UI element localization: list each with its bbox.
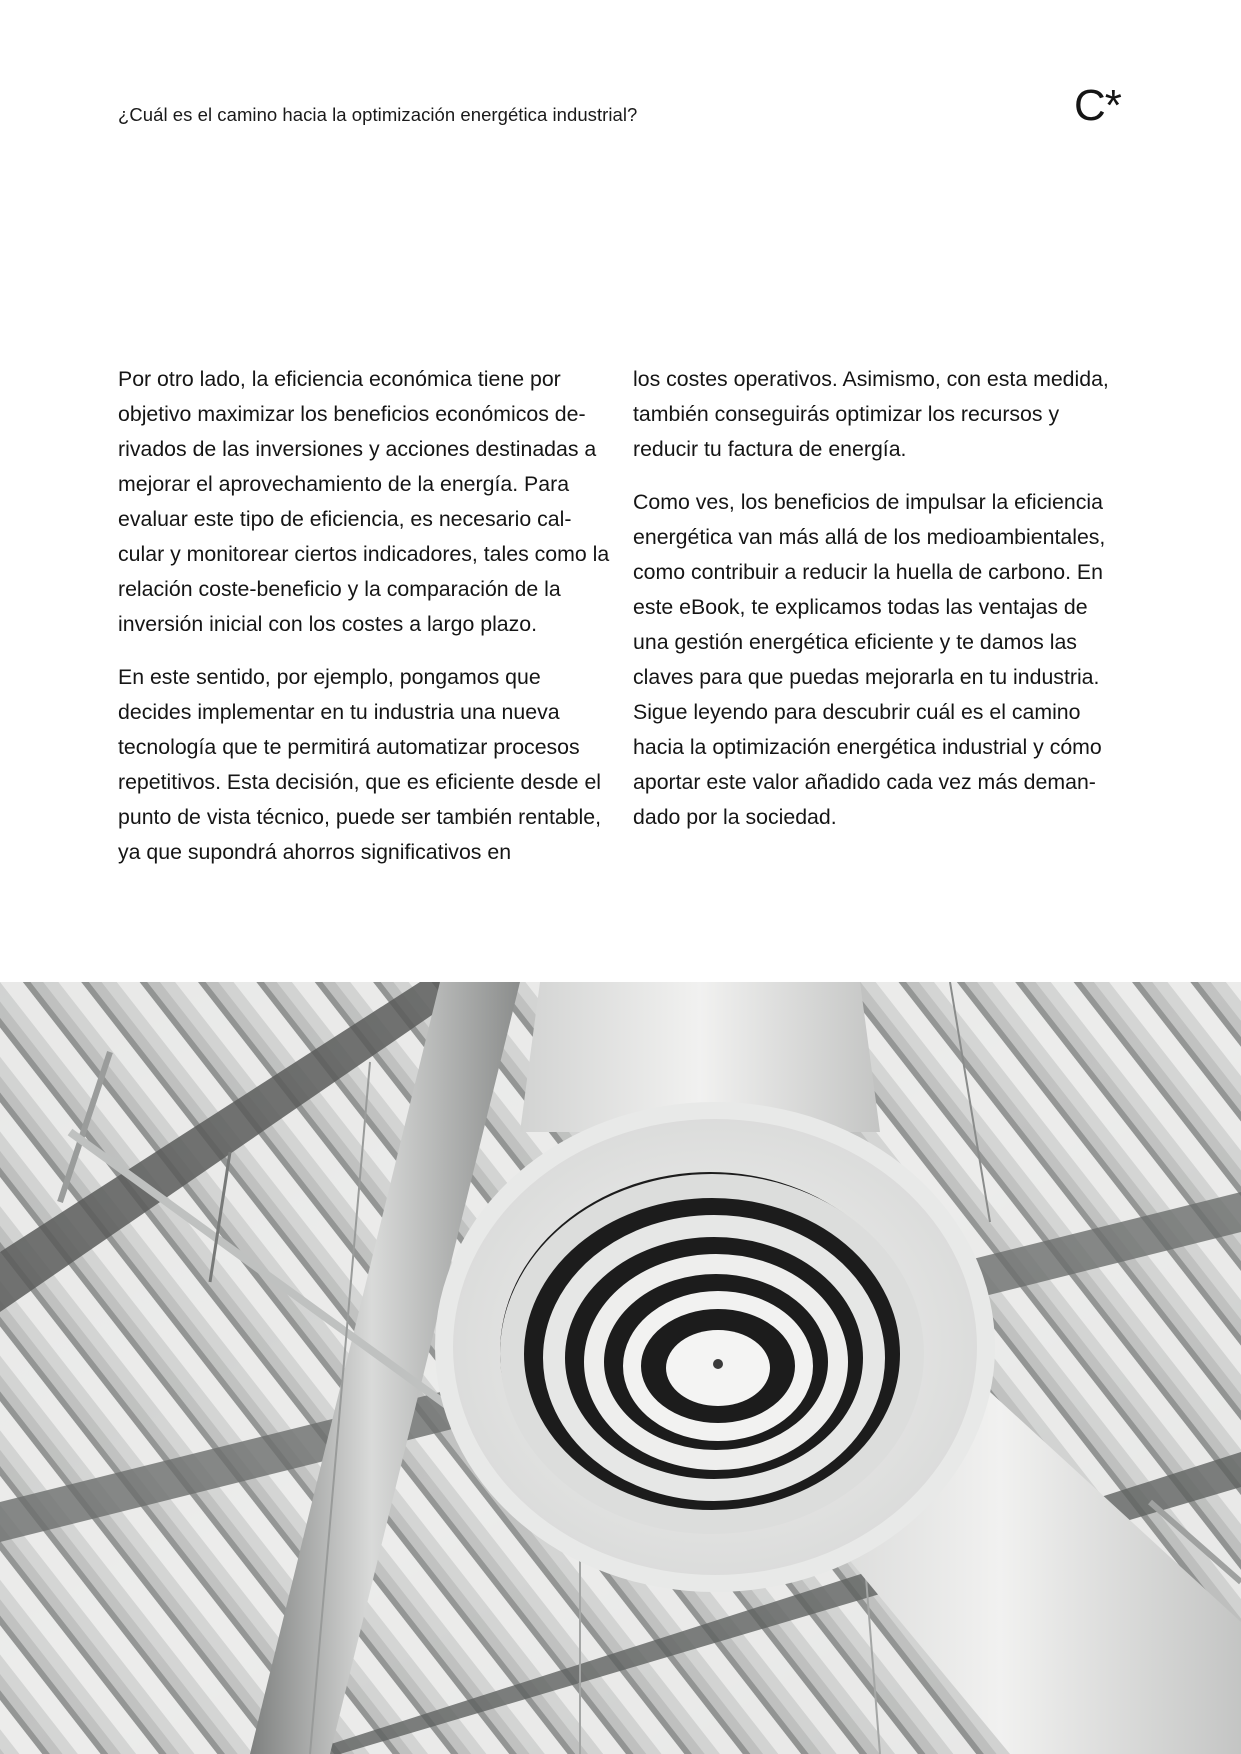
paragraph: En este sentido, por ejemplo, pongamos que decides implementar en tu industria una nueva tecnología que te permitirá automatizar procesos repetitivos. Esta decisión, que es eficiente desde el punto de vista técnico, puede ser también rentable, ya que supondrá ahorros significativos en [118, 665, 602, 864]
paragraph: Por otro lado, la eficiencia económica tiene por objetivo maximizar los beneficios económicos derivados de las inversiones y acciones destinadas a mejorar el aprovechamiento de la energía. Para evaluar este tipo de eficiencia, es necesario calcular y monitorear ciertos indicadores, tales como la relación coste-beneficio y la comparación de la inversión inicial con los costes a largo plazo. [118, 367, 610, 636]
brand-logo: C* [1074, 81, 1121, 130]
ceiling-air-diffuser-photo [0, 982, 1241, 1754]
paragraph: los costes operativos. Asimismo, con esta medida, también conseguirás optimizar los recursos y reducir tu factura de energía. [633, 367, 1109, 461]
page-header-title: ¿Cuál es el camino hacia la optimización energética industrial? [118, 104, 638, 125]
text-column-right [633, 362, 1123, 853]
text-column-left [118, 362, 610, 888]
paragraph: Como ves, los beneficios de impulsar la eficiencia energética van más allá de los medioambientales, como contribuir a reducir la huella de carbono. En este eBook, te explicamos todas las ventajas de una gestión energética eficiente y te damos las claves para que puedas mejorarla en tu industria. Sigue leyendo para descubrir cuál es el camino hacia la optimización energética industrial y cómo aportar este valor añadido cada vez más demandado por la sociedad. [633, 490, 1106, 829]
